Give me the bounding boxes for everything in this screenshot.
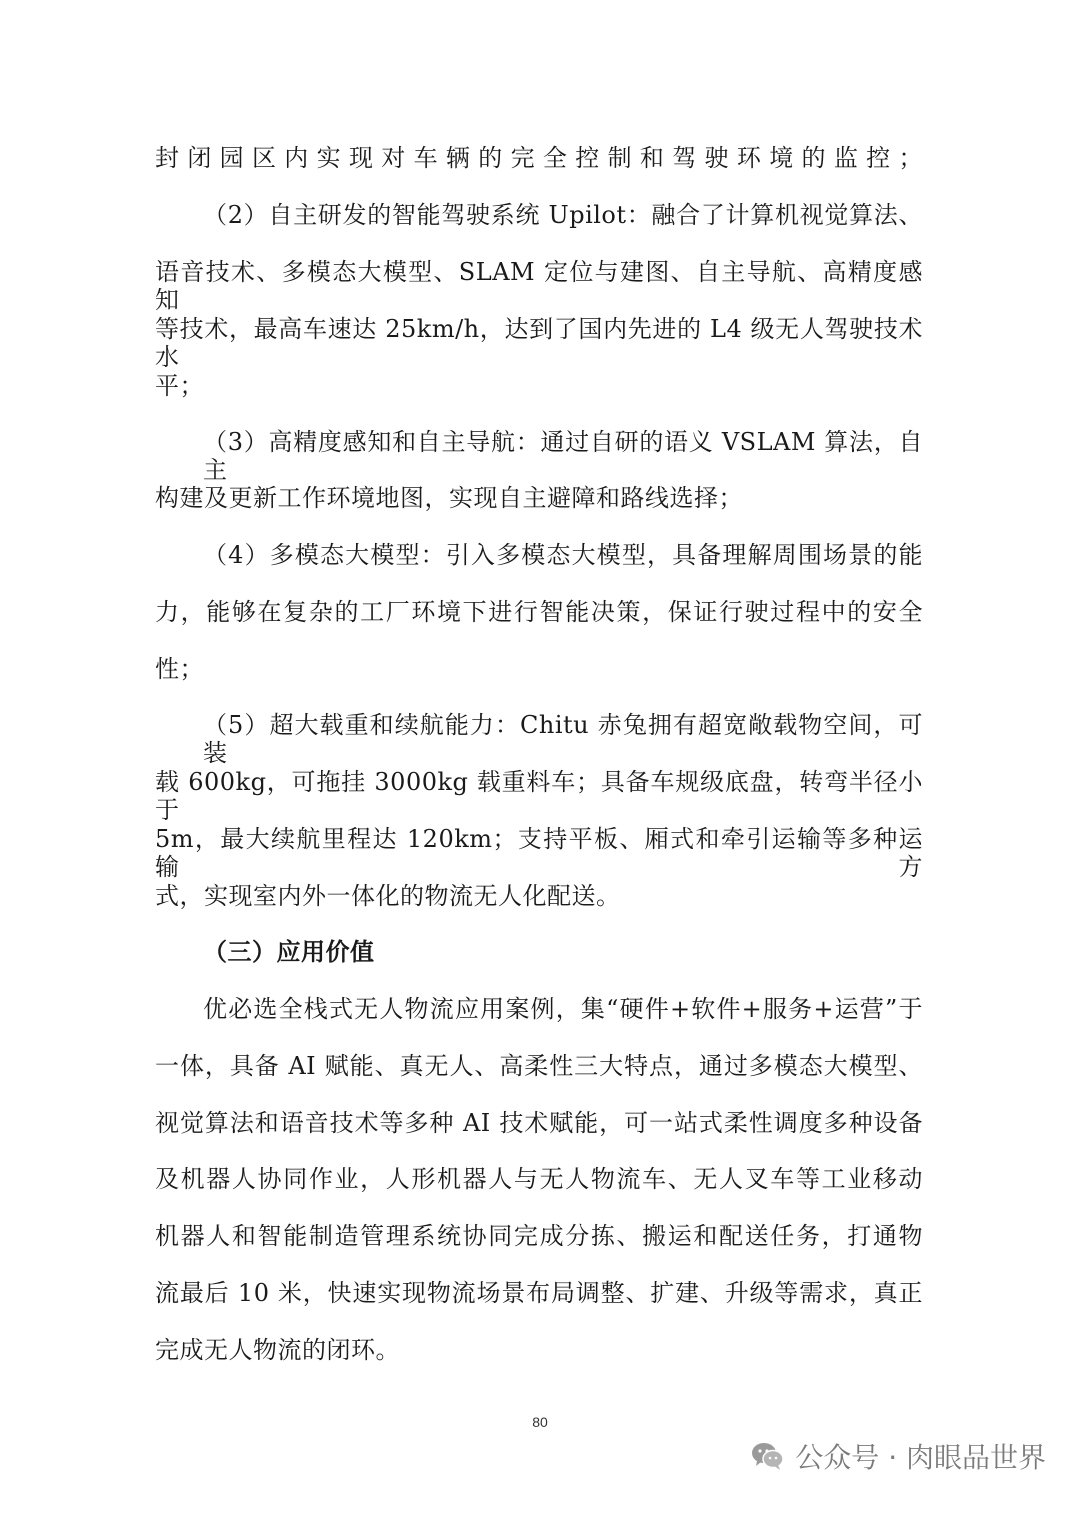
- text-line: 等技术，最高车速达 25km/h，达到了国内先进的 L4 级无人驾驶技术水: [155, 315, 923, 371]
- text-line: 力，能够在复杂的工厂环境下进行智能决策，保证行驶过程中的安全: [155, 598, 923, 626]
- text-line: 优必选全栈式无人物流应用案例，集“硬件+软件+服务+运营”于: [203, 995, 923, 1023]
- text-line: 封闭园区内实现对车辆的完全控制和驾驶环境的监控；: [155, 144, 923, 172]
- text-line: 语音技术、多模态大模型、SLAM 定位与建图、自主导航、高精度感知: [155, 258, 923, 314]
- text-line: 及机器人协同作业，人形机器人与无人物流车、无人叉车等工业移动: [155, 1165, 923, 1193]
- text-line: 载 600kg，可拖挂 3000kg 载重料车；具备车规级底盘，转弯半径小于: [155, 768, 923, 824]
- wechat-icon: [751, 1441, 785, 1471]
- section-heading: （三）应用价值: [203, 938, 375, 966]
- text-line: 一体，具备 AI 赋能、真无人、高柔性三大特点，通过多模态大模型、: [155, 1052, 923, 1080]
- text-line: 平；: [155, 372, 204, 400]
- text-line: 5m，最大续航里程达 120km；支持平板、厢式和牵引运输等多种运输方: [155, 825, 923, 881]
- text-line: 机器人和智能制造管理系统协同完成分拣、搬运和配送任务，打通物: [155, 1222, 923, 1250]
- page-number: 80: [532, 1414, 548, 1430]
- text-line: （2）自主研发的智能驾驶系统 Upilot：融合了计算机视觉算法、: [203, 201, 923, 229]
- text-line: （4）多模态大模型：引入多模态大模型，具备理解周围场景的能: [203, 541, 923, 569]
- text-line: 视觉算法和语音技术等多种 AI 技术赋能，可一站式柔性调度多种设备: [155, 1109, 923, 1137]
- text-line: （5）超大载重和续航能力：Chitu 赤兔拥有超宽敞载物空间，可装: [203, 711, 923, 767]
- watermark: [751, 1434, 1046, 1478]
- text-line: 式，实现室内外一体化的物流无人化配送。: [155, 882, 621, 910]
- text-line: 性；: [155, 655, 204, 683]
- text-line: 流最后 10 米，快速实现物流场景布局调整、扩建、升级等需求，真正: [155, 1279, 923, 1307]
- watermark-text: 公众号 · 肉眼品世界: [795, 1441, 1046, 1474]
- text-line: （3）高精度感知和自主导航：通过自研的语义 VSLAM 算法，自主: [203, 428, 923, 484]
- text-line: 构建及更新工作环境地图，实现自主避障和路线选择；: [155, 484, 743, 512]
- text-line: 完成无人物流的闭环。: [155, 1336, 400, 1364]
